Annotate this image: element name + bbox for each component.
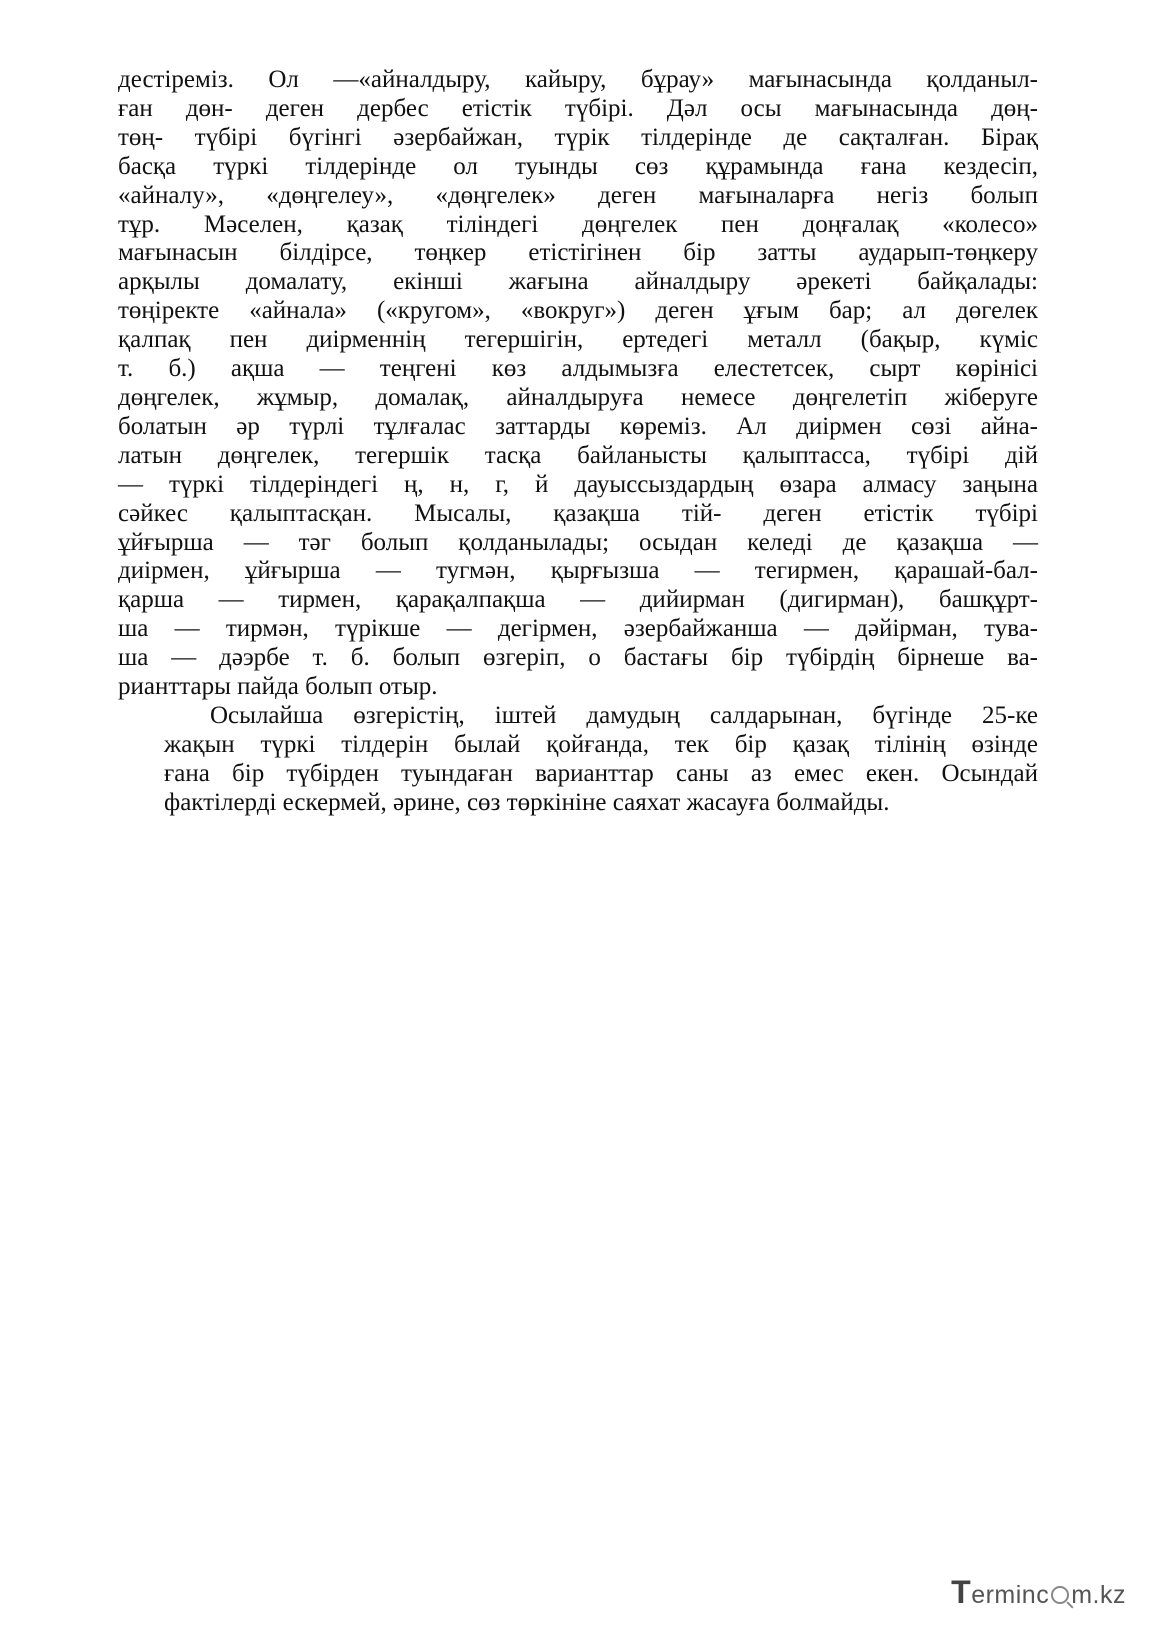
text-line: тұр. Мәселен, қазақ тіліндегі дөңгелек пен доңғалақ «колесо» (118, 210, 1038, 238)
text-line: латын дөңгелек, тегершік тасқа байланысты қалыптасса, түбірі дій (118, 441, 1038, 469)
text-line: ша — тирмән, түрікше — дегірмен, әзербайжанша — дәйірман, тува- (118, 615, 1038, 643)
text-line: Осылайша өзгерістің, іштей дамудың салдарынан, бүгінде 25-ке (210, 701, 1038, 729)
document-body (118, 66, 1038, 818)
logo-text: erminc (971, 1581, 1050, 1609)
text-line: дестіреміз. Ол —«айналдыру, кайыру, бұрау» мағынасында қолданыл- (118, 66, 1038, 93)
text-line: мағынасын білдірсе, төңкер етістігінен бір затты аударып-төңкеру (118, 239, 1038, 267)
logo-letter-t: T (951, 1574, 972, 1610)
text-line: ша — дәэрбе т. б. болып өзгеріп, о бастағы бір түбірдің бірнеше ва- (118, 644, 1038, 672)
text-line: болатын әр түрлі тұлғалас заттарды көреміз. Ал диірмен сөзі айна- (118, 412, 1038, 440)
paragraph-1 (118, 66, 1038, 702)
paragraph-2 (118, 702, 1038, 818)
text-line: қалпақ пен диірменнің тегершігін, ертедегі металл (бақыр, күміс (118, 326, 1038, 354)
logo-domain: m.kz (1071, 1581, 1126, 1609)
text-line: ғана бір түбірден туындаған варианттар саны аз емес екен. Осындай (164, 759, 1038, 787)
text-line: фактілерді ескермей, әрине, сөз төркініне саяхат жасауға болмайды. (164, 788, 890, 816)
text-line: жақын түркі тілдерін былай қойғанда, тек бір қазақ тілінің өзінде (164, 730, 1038, 758)
text-line: рианттары пайда болып отыр. (118, 673, 438, 701)
text-line: төң- түбірі бүгінгі әзербайжан, түрік тілдерінде де сақталған. Бірақ (118, 123, 1038, 151)
text-line: — түркі тілдеріндегі ң, н, г, й дауыссыздардың өзара алмасу заңына (118, 470, 1038, 498)
text-line: т. б.) ақша — теңгені көз алдымызға елестетсек, сырт көрінісі (118, 355, 1038, 383)
text-line: «айналу», «дөңгелеу», «дөңгелек» деген мағыналарға негіз болып (118, 181, 1038, 209)
text-line: сәйкес қалыптасқан. Мысалы, қазақша тій- деген етістік түбірі (118, 499, 1038, 527)
text-line: арқылы домалату, екінші жағына айналдыру әрекеті байқалады: (118, 268, 1038, 296)
magnifier-icon (1051, 1586, 1069, 1604)
text-line: ұйғырша — тәг болып қолданылады; осыдан келеді де қазақша — (118, 528, 1038, 556)
text-line: дөңгелек, жұмыр, домалақ, айналдыруға немесе дөңгелетіп жіберуге (118, 383, 1038, 411)
text-line: ған дөн- деген дербес етістік түбірі. Дәл осы мағынасында дөң- (118, 94, 1038, 122)
text-line: басқа түркі тілдерінде ол туынды сөз құрамында ғана кездесіп, (118, 152, 1038, 180)
text-line: диірмен, ұйғырша — тугмән, қырғызша — тегирмен, қарашай-бал- (118, 557, 1038, 585)
text-line: қарша — тирмен, қарақалпақша — дийирман (дигирман), башқұрт- (118, 586, 1038, 614)
termincom-logo[interactable] (951, 1574, 1126, 1611)
text-line: төңіректе «айнала» («кругом», «вокруг») деген ұғым бар; ал дөгелек (118, 297, 1038, 325)
